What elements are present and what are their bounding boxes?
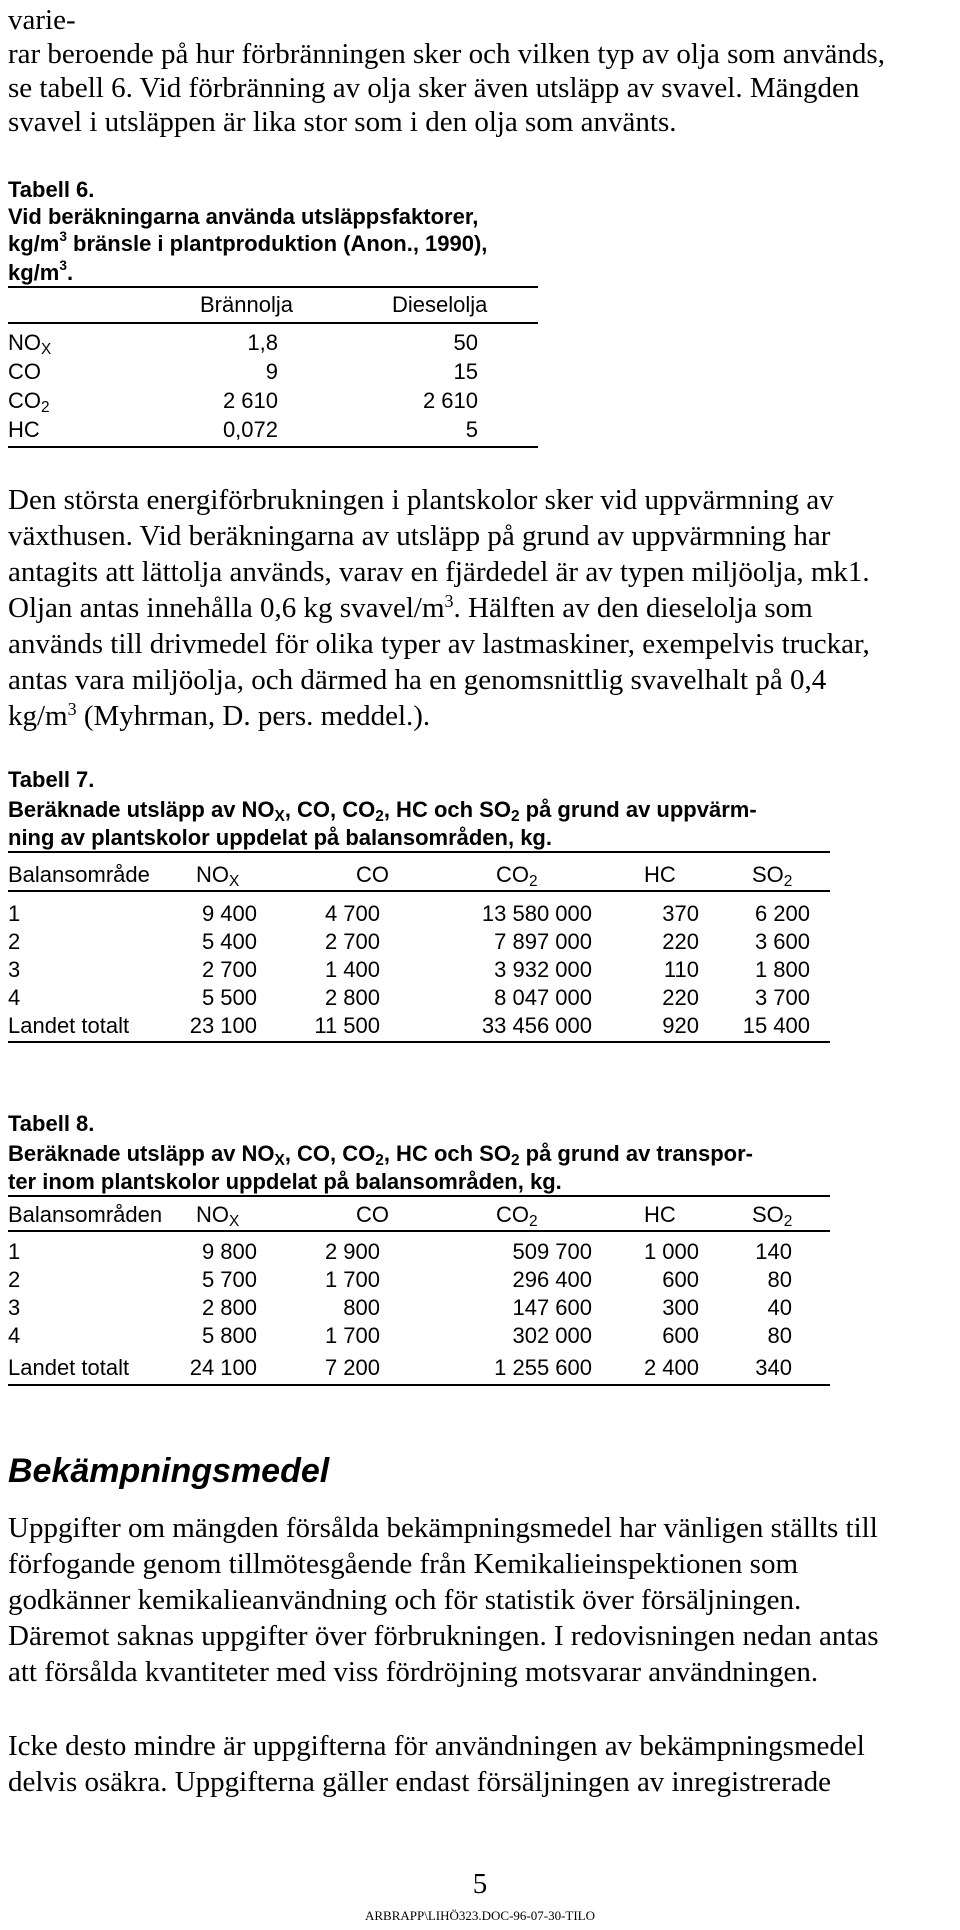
value-brannolja: 2 610 — [222, 388, 278, 413]
area-cell: 4 — [8, 1323, 21, 1348]
hc-cell: 370 — [662, 901, 699, 926]
co2-cell: 7 897 000 — [494, 929, 592, 954]
so2-cell: 6 200 — [754, 901, 810, 926]
nox-cell: 5 800 — [201, 1323, 257, 1348]
so2-cell: 40 — [767, 1295, 792, 1320]
document-reference: ARBRAPP\LIHÖ323.DOC-96-07-30-TILO — [364, 1908, 596, 1923]
nox-cell: 5 400 — [201, 929, 257, 954]
so2-cell: 140 — [755, 1239, 792, 1264]
table-rule — [8, 1195, 830, 1197]
column-header: $NO_X$ — [196, 1202, 240, 1230]
area-cell: 1 — [8, 1239, 21, 1264]
table-header-row — [8, 862, 858, 892]
text-line: Däremot saknas uppgifter över förbrukningen. I redovisningen nedan antas — [8, 1620, 879, 1652]
hc-cell: 1 000 — [643, 1239, 699, 1264]
co-cell: 1 400 — [324, 957, 380, 982]
co2-cell: 3 932 000 — [494, 957, 592, 982]
text-line: att försålda kvantiteter med viss fördröjning motsvarar användningen. — [8, 1656, 819, 1688]
co-cell: 2 800 — [324, 985, 380, 1010]
table-total-row — [8, 1355, 792, 1383]
column-header: CO — [356, 862, 389, 887]
nox-cell: 5 700 — [201, 1267, 257, 1292]
nox-cell: 2 700 — [201, 957, 257, 982]
area-cell: 2 — [8, 929, 21, 954]
so2-cell: 3 600 — [754, 929, 810, 954]
text-line: $kg/m^3$ (Myhrman, D. pers. meddel.). — [8, 699, 431, 732]
co-cell: 11 500 — [314, 1013, 380, 1038]
co-cell: 1 700 — [324, 1323, 380, 1348]
column-header: HC — [644, 1202, 676, 1227]
column-header: $NO_X$ — [196, 862, 240, 890]
table-rule — [8, 1230, 830, 1232]
nox-cell: 24 100 — [189, 1355, 257, 1380]
table-rule — [8, 1384, 830, 1386]
area-cell: 1 — [8, 901, 21, 926]
co2-cell: 8 047 000 — [494, 985, 592, 1010]
column-header: $CO_2$ — [496, 1202, 538, 1230]
table-row — [8, 901, 810, 929]
value-brannolja: 1,8 — [247, 330, 278, 355]
column-header: $SO_2$ — [752, 1202, 793, 1230]
text-line: Uppgifter om mängden försålda bekämpningsmedel har vänligen ställts till — [8, 1512, 878, 1544]
text-line: godkänner kemikalieanvändning och för statistik över försäljningen. — [8, 1584, 802, 1616]
co-cell: 800 — [343, 1295, 380, 1320]
text-line: rar beroende på hur förbränningen sker och vilken typ av olja som används, — [8, 38, 885, 70]
table7-label: Tabell 7. — [8, 767, 95, 792]
table-row — [8, 359, 478, 389]
value-dieselolja: 15 — [453, 359, 478, 384]
hc-cell: 220 — [662, 929, 699, 954]
column-header: Balansområde — [8, 862, 150, 887]
co2-cell: 13 580 000 — [481, 901, 592, 926]
hc-cell: 600 — [662, 1323, 699, 1348]
table7-caption-line: ning av plantskolor uppdelat på balansområden, kg. — [8, 825, 552, 850]
table-row — [8, 985, 810, 1013]
text-line: antas vara miljöolja, och därmed ha en genomsnittlig svavelhalt på 0,4 — [8, 664, 827, 696]
hc-cell: 2 400 — [643, 1355, 699, 1380]
hc-cell: 600 — [662, 1267, 699, 1292]
nox-cell: 9 800 — [201, 1239, 257, 1264]
so2-cell: 1 800 — [754, 957, 810, 982]
table8-caption-line: Beräknade utsläpp av $NO_X$, CO, $CO_2$, HC och $SO_2$ på grund av transpor- — [8, 1141, 753, 1169]
table-row — [8, 388, 478, 418]
nox-cell: 2 800 — [201, 1295, 257, 1320]
table-total-row — [8, 1013, 810, 1041]
text-line: växthusen. Vid beräkningarna av utsläpp på grund av uppvärmning har — [8, 520, 831, 552]
table-rule — [8, 1041, 830, 1043]
column-header: Brännolja — [200, 292, 293, 317]
table-rule — [8, 446, 538, 448]
table-row — [8, 929, 810, 957]
co2-cell: 1 255 600 — [494, 1355, 592, 1380]
co-cell: 4 700 — [324, 901, 380, 926]
hc-cell: 110 — [663, 957, 699, 982]
column-header: $SO_2$ — [752, 862, 793, 890]
text-line: svavel i utsläppen är lika stor som i den olja som använts. — [8, 106, 677, 138]
nox-cell: 5 500 — [201, 985, 257, 1010]
text-line: förfogande genom tillmötesgående från Kemikalieinspektionen som — [8, 1548, 799, 1580]
area-cell: 4 — [8, 985, 21, 1010]
so2-cell: 3 700 — [754, 985, 810, 1010]
table-row — [8, 1267, 792, 1295]
co2-cell: 33 456 000 — [481, 1013, 592, 1038]
table-row — [8, 1295, 792, 1323]
table-row — [8, 1323, 792, 1351]
row-label: CO — [8, 359, 41, 384]
table6-label: Tabell 6. — [8, 177, 95, 202]
co-cell: 1 700 — [324, 1267, 380, 1292]
column-header: Balansområden — [8, 1202, 163, 1227]
area-cell: 3 — [8, 1295, 21, 1320]
area-cell: 2 — [8, 1267, 21, 1292]
column-header: CO — [356, 1202, 389, 1227]
text-line: används till drivmedel för olika typer av lastmaskiner, exempelvis truckar, — [8, 628, 870, 660]
page-number: 5 — [472, 1868, 488, 1900]
table6-caption-line: $kg/m^3$. — [8, 258, 74, 285]
value-dieselolja: 5 — [465, 417, 478, 442]
value-brannolja: 0,072 — [222, 417, 278, 442]
hc-cell: 220 — [662, 985, 699, 1010]
co-cell: 7 200 — [324, 1355, 380, 1380]
so2-cell: 15 400 — [742, 1013, 810, 1038]
co-cell: 2 900 — [324, 1239, 380, 1264]
text-line: Icke desto mindre är uppgifterna för användningen av bekämpningsmedel — [8, 1730, 865, 1762]
table7-caption-line: Beräknade utsläpp av $NO_X$, CO, $CO_2$, HC och $SO_2$ på grund av uppvärm- — [8, 797, 757, 825]
table-row — [8, 1239, 792, 1267]
nox-cell: 9 400 — [201, 901, 257, 926]
hc-cell: 920 — [662, 1013, 699, 1038]
value-dieselolja: 2 610 — [422, 388, 478, 413]
text-line: Den största energiförbrukningen i plantskolor sker vid uppvärmning av — [8, 484, 834, 516]
area-cell: Landet totalt — [8, 1013, 130, 1038]
column-header: HC — [644, 862, 676, 887]
co-cell: 2 700 — [324, 929, 380, 954]
area-cell: Landet totalt — [8, 1355, 130, 1380]
value-brannolja: 9 — [265, 359, 278, 384]
table8-caption-line: ter inom plantskolor uppdelat på balansområden, kg. — [8, 1169, 562, 1194]
area-cell: 3 — [8, 957, 21, 982]
table8-label: Tabell 8. — [8, 1111, 95, 1136]
hc-cell: 300 — [662, 1295, 699, 1320]
table6-caption-line: $kg/m^3$ bränsle i plantproduktion (Anon., 1990), — [8, 229, 488, 256]
co2-cell: 296 400 — [512, 1267, 592, 1292]
so2-cell: 340 — [755, 1355, 792, 1380]
table-rule — [8, 851, 830, 853]
table-rule — [8, 890, 830, 892]
section-heading: Bekämpningsmedel — [8, 1452, 330, 1490]
table-row — [8, 957, 810, 985]
so2-cell: 80 — [767, 1323, 792, 1348]
row-label: $CO_2$ — [8, 388, 50, 416]
text-line: delvis osäkra. Uppgifterna gäller endast försäljningen av inregistrerade — [8, 1766, 831, 1798]
column-header: $CO_2$ — [496, 862, 538, 890]
co2-cell: 509 700 — [512, 1239, 592, 1264]
so2-cell: 80 — [767, 1267, 792, 1292]
co2-cell: 147 600 — [512, 1295, 592, 1320]
text-line: varie- — [8, 4, 76, 36]
text-line: Oljan antas innehålla 0,6 kg svavel/$m^3$. Hälften av den dieselolja som — [8, 591, 813, 624]
row-label: HC — [8, 417, 40, 442]
table-row — [8, 330, 478, 360]
co2-cell: 302 000 — [512, 1323, 592, 1348]
table6-caption-line: Vid beräkningarna använda utsläppsfaktorer, — [8, 204, 479, 229]
column-header: Dieselolja — [392, 292, 488, 317]
table-row — [8, 417, 478, 447]
text-line: antagits att lättolja används, varav en fjärdedel är av typen miljöolja, mk1. — [8, 556, 870, 588]
text-line: se tabell 6. Vid förbränning av olja sker även utsläpp av svavel. Mängden — [8, 72, 860, 104]
row-label: $NO_X$ — [8, 330, 52, 358]
nox-cell: 23 100 — [189, 1013, 257, 1038]
value-dieselolja: 50 — [453, 330, 478, 355]
table-rule — [8, 286, 538, 288]
table-header-row — [8, 1202, 858, 1232]
table-rule — [8, 322, 538, 324]
